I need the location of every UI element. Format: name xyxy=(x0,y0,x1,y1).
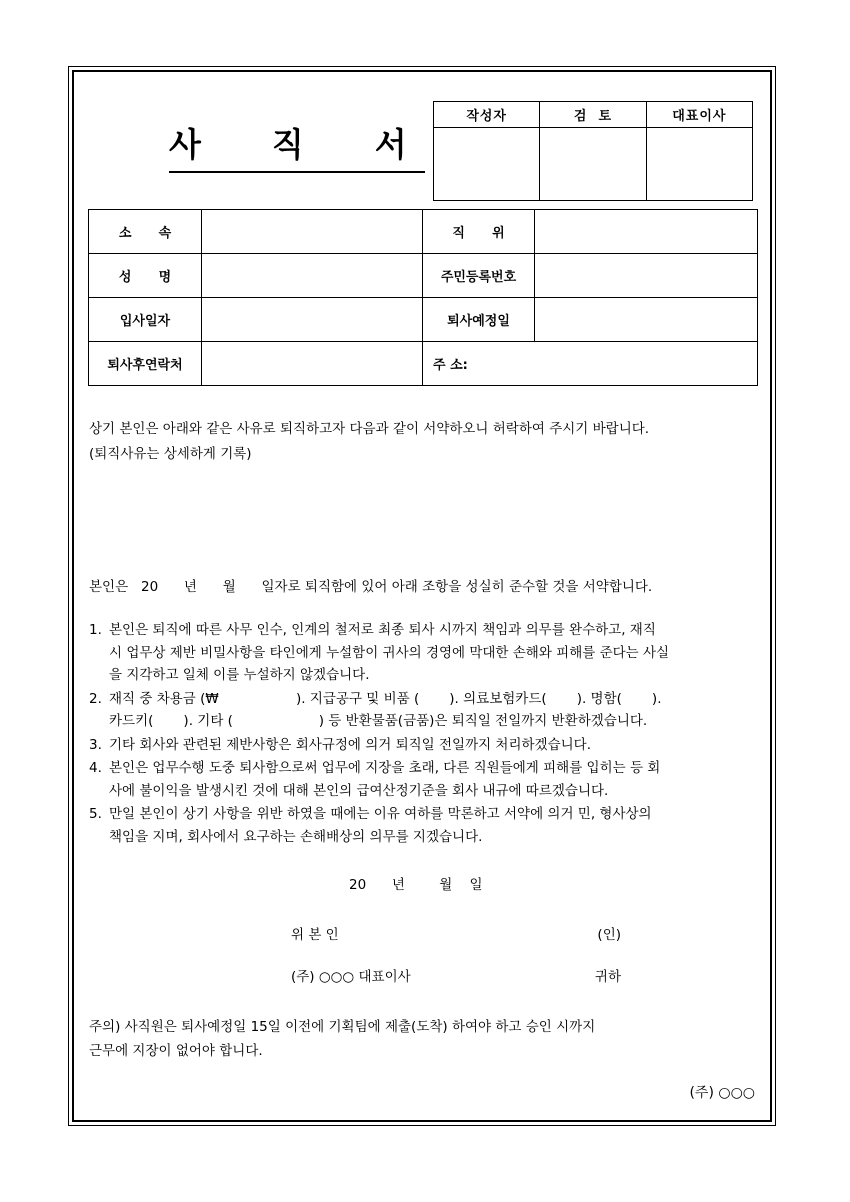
signature-person-row xyxy=(291,923,621,943)
clause-number: 4. xyxy=(89,760,102,776)
field-position[interactable] xyxy=(535,210,758,254)
approval-cell-review[interactable] xyxy=(540,128,646,201)
clause-body xyxy=(109,803,769,848)
clause-body xyxy=(109,734,769,757)
document-content xyxy=(69,67,777,1127)
footer-note-line-2: 근무에 지장이 없어야 합니다. xyxy=(89,1043,263,1059)
signature-person-label: 위 본 인 xyxy=(291,927,339,943)
clause-line: 을 지각하고 일체 이를 누설하지 않겠습니다. xyxy=(109,667,370,683)
footer-note xyxy=(89,1015,595,1063)
employee-info-table xyxy=(88,209,758,386)
clause-item xyxy=(89,734,769,757)
signature-company-label: (주) ○○○ 대표이사 xyxy=(291,969,411,985)
info-row-contact-address xyxy=(89,342,758,386)
intro-line-1: 상기 본인은 아래와 같은 사유로 퇴직하고자 다음과 같이 서약하오니 허락하여 주시기 바랍니다. xyxy=(89,421,650,437)
clause-list xyxy=(89,619,769,849)
field-hire-date[interactable] xyxy=(202,298,423,342)
clause-line: 기타 회사와 관련된 제반사항은 회사규정에 의거 퇴직일 전일까지 처리하겠습니다. xyxy=(109,736,592,753)
info-row-hire-date xyxy=(89,298,758,342)
signature-seal-mark: (인) xyxy=(597,927,621,943)
clause-line: 사에 불이익을 발생시킨 것에 대해 본인의 급여산정기준을 회사 내규에 따르겠습니다. xyxy=(109,782,609,799)
field-name[interactable] xyxy=(202,254,423,298)
clause-line: 책임을 지며, 회사에서 요구하는 손해배상의 의무를 지겠습니다. xyxy=(109,828,483,845)
clause-number: 2. xyxy=(89,690,102,707)
signature-date: 20 년 월 일 xyxy=(349,877,483,893)
approval-header-writer: 작성자 xyxy=(434,102,540,128)
clause-item xyxy=(89,688,769,733)
field-resignation-date[interactable] xyxy=(535,298,758,342)
intro-paragraph xyxy=(89,417,759,467)
page-title: 사 직 서 xyxy=(169,119,425,173)
field-resident-number[interactable] xyxy=(535,254,758,298)
clause-item xyxy=(89,757,769,802)
clause-line: 시 업무상 제반 비밀사항을 타인에게 누설함이 귀사의 경영에 막대한 손해와 피해를 준다는 사실 xyxy=(109,644,670,661)
clause-line: 만일 본인이 상기 사항을 위반 하였을 때에는 이유 여하를 막론하고 서약에 의거 민, 형사상의 xyxy=(109,806,652,822)
field-address[interactable]: 주 소: xyxy=(423,342,758,386)
page-border xyxy=(68,66,776,1126)
approval-signature-row xyxy=(434,128,753,201)
approval-header-review: 검 토 xyxy=(540,102,646,128)
label-department: 소 속 xyxy=(89,210,202,254)
approval-header-ceo: 대표이사 xyxy=(646,102,752,128)
clause-body xyxy=(109,619,769,687)
info-row-department xyxy=(89,210,758,254)
approval-header-row xyxy=(434,102,753,128)
footer-note-line-1: 주의) 사직원은 퇴사예정일 15일 이전에 기획팀에 제출(도착) 하여야 하고 승인 시까지 xyxy=(89,1019,596,1035)
clause-number: 1. xyxy=(89,622,102,638)
info-row-name xyxy=(89,254,758,298)
clause-item xyxy=(89,619,769,687)
signature-company-row xyxy=(291,965,621,985)
clause-line: 카드키( ). 기타 ( ) 등 반환물품(금품)은 퇴직일 전일까지 반환하겠습니다. xyxy=(109,713,648,729)
approval-cell-ceo[interactable] xyxy=(646,128,752,201)
clause-line: 본인은 업무수행 도중 퇴사함으로써 업무에 지장을 초래, 다른 직원들에게 피해를 입히는 등 회 xyxy=(109,760,661,776)
clause-line: 재직 중 차용금 (₩ ). 지급공구 및 비품 ( ). 의료보험카드( ). 명함( ). xyxy=(109,690,662,707)
field-department[interactable] xyxy=(202,210,423,254)
clause-item xyxy=(89,803,769,848)
clause-body xyxy=(109,688,769,733)
clause-line: 본인은 퇴직에 따른 사무 인수, 인계의 철저로 최종 퇴사 시까지 책임과 의무를 완수하고, 재직 xyxy=(109,622,656,638)
label-position: 직 위 xyxy=(423,210,535,254)
label-post-resignation-contact: 퇴사후연락처 xyxy=(89,342,202,386)
signature-addressee-suffix: 귀하 xyxy=(594,969,621,985)
label-resident-number: 주민등록번호 xyxy=(423,254,535,298)
clause-body xyxy=(109,757,769,802)
field-post-resignation-contact[interactable] xyxy=(202,342,423,386)
approval-cell-writer[interactable] xyxy=(434,128,540,201)
approval-table xyxy=(433,101,753,201)
company-mark: (주) ○○○ xyxy=(689,1085,755,1101)
intro-line-2: (퇴직사유는 상세하게 기록) xyxy=(89,446,252,462)
clause-number: 3. xyxy=(89,736,102,753)
label-resignation-date: 퇴사예정일 xyxy=(423,298,535,342)
label-name: 성 명 xyxy=(89,254,202,298)
label-hire-date: 입사일자 xyxy=(89,298,202,342)
pledge-statement: 본인은 20 년 월 일자로 퇴직함에 있어 아래 조항을 성실히 준수할 것을 서약합니다. xyxy=(89,579,653,595)
clause-number: 5. xyxy=(89,806,102,822)
